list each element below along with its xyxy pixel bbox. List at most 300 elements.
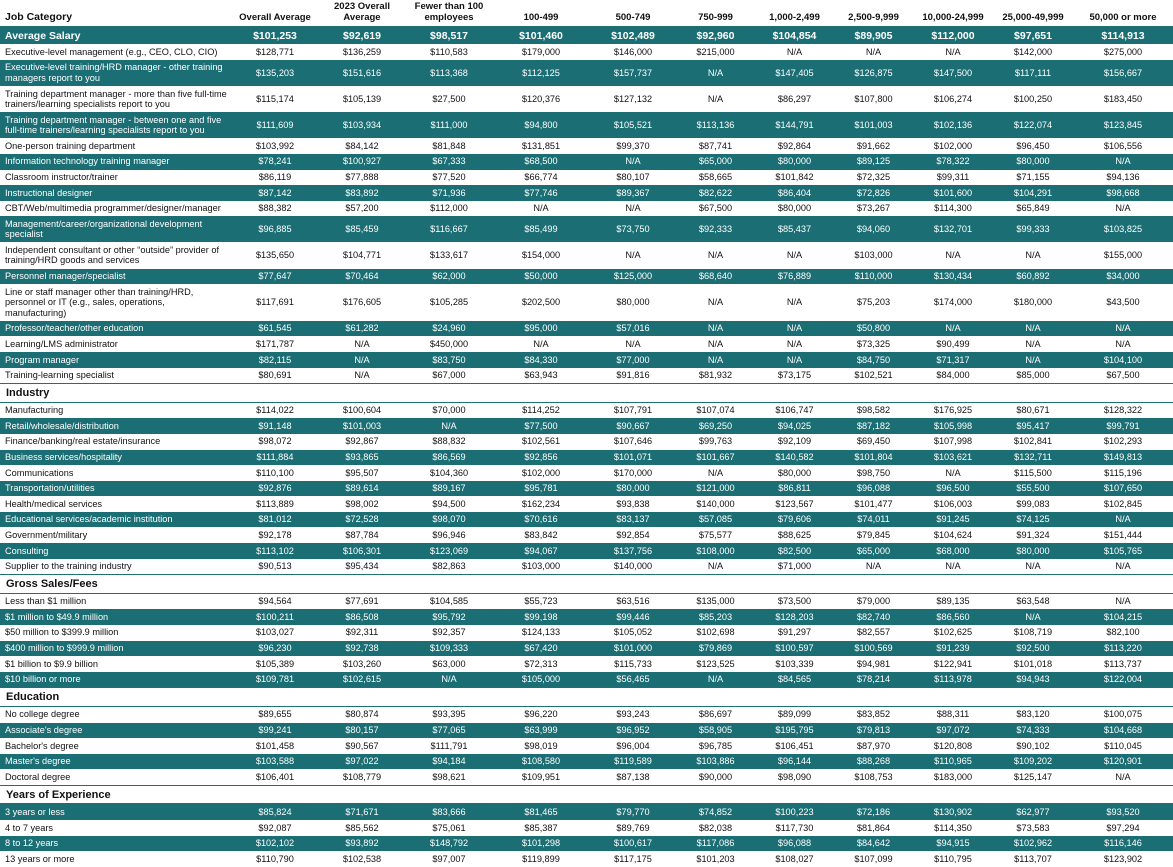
cell-value: $93,838 [590, 496, 676, 512]
cell-value: $72,186 [834, 804, 913, 820]
cell-value: $55,723 [492, 593, 590, 609]
cell-value: N/A [993, 242, 1073, 268]
cell-value: $98,090 [755, 769, 834, 785]
cell-value: $87,182 [834, 418, 913, 434]
cell-value: $102,489 [590, 27, 676, 45]
table-row [0, 672, 1173, 688]
cell-value: $89,099 [755, 706, 834, 722]
cell-value: $50,800 [834, 321, 913, 337]
cell-value: $147,405 [755, 60, 834, 86]
cell-value: $89,614 [318, 481, 406, 497]
section-header-row [0, 575, 1173, 594]
row-label: 8 to 12 years [0, 836, 232, 852]
cell-value: N/A [755, 352, 834, 368]
cell-value: $102,000 [913, 138, 993, 154]
row-label: Business services/hospitality [0, 450, 232, 466]
cell-value: $92,738 [318, 641, 406, 657]
cell-value: $99,763 [676, 434, 755, 450]
cell-value: $99,083 [993, 496, 1073, 512]
cell-value: $122,004 [1073, 672, 1173, 688]
cell-value: $94,025 [755, 418, 834, 434]
cell-value: $82,622 [676, 185, 755, 201]
cell-value: $114,300 [913, 201, 993, 217]
cell-value: $63,516 [590, 593, 676, 609]
cell-value: $79,845 [834, 527, 913, 543]
table-row [0, 434, 1173, 450]
cell-value: $94,564 [232, 593, 318, 609]
cell-value: $98,019 [492, 738, 590, 754]
cell-value: $125,000 [590, 269, 676, 285]
cell-value: $88,625 [755, 527, 834, 543]
cell-value: $105,052 [590, 625, 676, 641]
cell-value: $104,100 [1073, 352, 1173, 368]
cell-value: N/A [676, 86, 755, 112]
cell-value: $132,711 [993, 450, 1073, 466]
cell-value: N/A [676, 242, 755, 268]
cell-value: $102,521 [834, 368, 913, 384]
cell-value: $149,813 [1073, 450, 1173, 466]
cell-value: $96,004 [590, 738, 676, 754]
cell-value: $80,000 [755, 465, 834, 481]
cell-value: $108,027 [755, 851, 834, 867]
cell-value: $174,000 [913, 284, 993, 321]
cell-value: $94,981 [834, 656, 913, 672]
cell-value: N/A [676, 465, 755, 481]
row-label: Doctoral degree [0, 769, 232, 785]
column-header-1: Overall Average [232, 0, 318, 27]
cell-value: $77,065 [406, 723, 492, 739]
cell-value: $102,000 [492, 465, 590, 481]
cell-value: $108,753 [834, 769, 913, 785]
cell-value: $120,376 [492, 86, 590, 112]
cell-value: $102,615 [318, 672, 406, 688]
cell-value: $108,719 [993, 625, 1073, 641]
cell-value: $72,528 [318, 512, 406, 528]
table-row [0, 185, 1173, 201]
cell-value: $68,500 [492, 154, 590, 170]
cell-value: $63,999 [492, 723, 590, 739]
cell-value: N/A [676, 672, 755, 688]
cell-value: $84,000 [913, 368, 993, 384]
cell-value: $92,864 [755, 138, 834, 154]
cell-value: $215,000 [676, 44, 755, 60]
cell-value: $105,765 [1073, 543, 1173, 559]
cell-value: $67,500 [1073, 368, 1173, 384]
cell-value: $71,155 [993, 170, 1073, 186]
cell-value: $86,811 [755, 481, 834, 497]
cell-value: $62,000 [406, 269, 492, 285]
cell-value: $73,325 [834, 336, 913, 352]
cell-value: N/A [993, 559, 1073, 575]
cell-value: $88,311 [913, 706, 993, 722]
cell-value: $103,934 [318, 112, 406, 138]
cell-value: $92,109 [755, 434, 834, 450]
cell-value: $102,845 [1073, 496, 1173, 512]
row-label: Professor/teacher/other education [0, 321, 232, 337]
cell-value: $100,569 [834, 641, 913, 657]
cell-value: $77,000 [590, 352, 676, 368]
cell-value: N/A [913, 321, 993, 337]
cell-value: $102,698 [676, 625, 755, 641]
cell-value: $101,071 [590, 450, 676, 466]
cell-value: $72,826 [834, 185, 913, 201]
cell-value: N/A [755, 284, 834, 321]
cell-value: $60,892 [993, 269, 1073, 285]
cell-value: $115,174 [232, 86, 318, 112]
cell-value: $80,874 [318, 706, 406, 722]
cell-value: $80,000 [993, 154, 1073, 170]
cell-value: $101,253 [232, 27, 318, 45]
table-row [0, 368, 1173, 384]
cell-value: $107,099 [834, 851, 913, 867]
section-header-row [0, 785, 1173, 804]
cell-value: $103,886 [676, 754, 755, 770]
row-label: Bachelor's degree [0, 738, 232, 754]
cell-value: N/A [676, 284, 755, 321]
column-header-2: 2023 Overall Average [318, 0, 406, 27]
cell-value: $102,293 [1073, 434, 1173, 450]
cell-value: N/A [676, 336, 755, 352]
table-row [0, 112, 1173, 138]
cell-value: $83,120 [993, 706, 1073, 722]
cell-value: $113,978 [913, 672, 993, 688]
cell-value: $81,012 [232, 512, 318, 528]
cell-value: $93,865 [318, 450, 406, 466]
cell-value: $74,852 [676, 804, 755, 820]
cell-value: $82,115 [232, 352, 318, 368]
cell-value: N/A [492, 336, 590, 352]
cell-value: $94,136 [1073, 170, 1173, 186]
table-row [0, 170, 1173, 186]
row-label: 13 years or more [0, 851, 232, 867]
cell-value: $176,925 [913, 402, 993, 418]
cell-value: $125,147 [993, 769, 1073, 785]
row-label: $50 million to $399.9 million [0, 625, 232, 641]
cell-value: $106,747 [755, 402, 834, 418]
cell-value: $24,960 [406, 321, 492, 337]
section-header-row [0, 688, 1173, 707]
row-label: Communications [0, 465, 232, 481]
cell-value: $107,791 [590, 402, 676, 418]
row-label: Information technology training manager [0, 154, 232, 170]
cell-value: $96,946 [406, 527, 492, 543]
cell-value: $92,960 [676, 27, 755, 45]
cell-value: $111,884 [232, 450, 318, 466]
table-row [0, 543, 1173, 559]
cell-value: $151,616 [318, 60, 406, 86]
cell-value: $104,360 [406, 465, 492, 481]
cell-value: $275,000 [1073, 44, 1173, 60]
cell-value: $91,297 [755, 625, 834, 641]
cell-value: $151,444 [1073, 527, 1173, 543]
cell-value: $94,943 [993, 672, 1073, 688]
row-label: Retail/wholesale/distribution [0, 418, 232, 434]
cell-value: $106,451 [755, 738, 834, 754]
cell-value: $202,500 [492, 284, 590, 321]
cell-value: $103,339 [755, 656, 834, 672]
cell-value: $104,215 [1073, 609, 1173, 625]
cell-value: $105,521 [590, 112, 676, 138]
cell-value: $195,795 [755, 723, 834, 739]
cell-value: $101,804 [834, 450, 913, 466]
row-label: Associate's degree [0, 723, 232, 739]
cell-value: $117,175 [590, 851, 676, 867]
cell-value: $90,567 [318, 738, 406, 754]
column-header-0: Job Category [0, 0, 232, 27]
cell-value: $107,650 [1073, 481, 1173, 497]
row-label: Educational services/academic institution [0, 512, 232, 528]
cell-value: $121,000 [676, 481, 755, 497]
cell-value: $86,297 [755, 86, 834, 112]
row-label: Classroom instructor/trainer [0, 170, 232, 186]
cell-value: $67,420 [492, 641, 590, 657]
cell-value: $68,640 [676, 269, 755, 285]
cell-value: N/A [318, 368, 406, 384]
cell-value: N/A [590, 154, 676, 170]
cell-value: $109,333 [406, 641, 492, 657]
cell-value: $140,582 [755, 450, 834, 466]
cell-value: $74,011 [834, 512, 913, 528]
cell-value: $96,450 [993, 138, 1073, 154]
cell-value: $85,437 [755, 216, 834, 242]
cell-value: $77,746 [492, 185, 590, 201]
cell-value: $128,771 [232, 44, 318, 60]
cell-value: N/A [834, 44, 913, 60]
row-label: No college degree [0, 706, 232, 722]
cell-value: $80,000 [590, 481, 676, 497]
row-label: Independent consultant or other “outside” provider of training/HRD goods and services [0, 242, 232, 268]
column-header-9: 10,000-24,999 [913, 0, 993, 27]
cell-value: $63,943 [492, 368, 590, 384]
cell-value: $183,000 [913, 769, 993, 785]
cell-value: N/A [755, 242, 834, 268]
cell-value: $102,841 [993, 434, 1073, 450]
cell-value: $70,616 [492, 512, 590, 528]
cell-value: $80,000 [993, 543, 1073, 559]
cell-value: $96,785 [676, 738, 755, 754]
cell-value: $99,333 [993, 216, 1073, 242]
cell-value: $85,562 [318, 820, 406, 836]
cell-value: $80,000 [755, 154, 834, 170]
cell-value: $90,667 [590, 418, 676, 434]
table-row [0, 754, 1173, 770]
cell-value: $130,902 [913, 804, 993, 820]
cell-value: $67,500 [676, 201, 755, 217]
cell-value: $94,184 [406, 754, 492, 770]
table-row [0, 836, 1173, 852]
table-row [0, 154, 1173, 170]
cell-value: N/A [755, 336, 834, 352]
cell-value: $98,517 [406, 27, 492, 45]
cell-value: $87,741 [676, 138, 755, 154]
cell-value: $87,138 [590, 769, 676, 785]
cell-value: $99,241 [232, 723, 318, 739]
cell-value: $55,500 [993, 481, 1073, 497]
cell-value: N/A [993, 352, 1073, 368]
cell-value: $114,913 [1073, 27, 1173, 45]
table-row [0, 609, 1173, 625]
table-row [0, 27, 1173, 45]
cell-value: N/A [492, 201, 590, 217]
cell-value: $110,795 [913, 851, 993, 867]
table-row [0, 450, 1173, 466]
cell-value: $70,464 [318, 269, 406, 285]
section-header-row [0, 384, 1173, 403]
column-header-10: 25,000-49,999 [993, 0, 1073, 27]
cell-value: $450,000 [406, 336, 492, 352]
cell-value: $79,000 [834, 593, 913, 609]
cell-value: $94,060 [834, 216, 913, 242]
cell-value: $101,003 [834, 112, 913, 138]
cell-value: $95,781 [492, 481, 590, 497]
row-label: Less than $1 million [0, 593, 232, 609]
cell-value: $65,000 [676, 154, 755, 170]
cell-value: $122,941 [913, 656, 993, 672]
cell-value: $94,915 [913, 836, 993, 852]
cell-value: $77,520 [406, 170, 492, 186]
cell-value: $110,000 [834, 269, 913, 285]
header-row [0, 0, 1173, 27]
row-label: Executive-level management (e.g., CEO, CLO, CIO) [0, 44, 232, 60]
cell-value: $142,000 [993, 44, 1073, 60]
row-label: Instructional designer [0, 185, 232, 201]
table-row [0, 738, 1173, 754]
cell-value: $104,585 [406, 593, 492, 609]
cell-value: $113,220 [1073, 641, 1173, 657]
cell-value: $171,787 [232, 336, 318, 352]
cell-value: $110,045 [1073, 738, 1173, 754]
cell-value: $103,825 [1073, 216, 1173, 242]
cell-value: $97,072 [913, 723, 993, 739]
table-row [0, 641, 1173, 657]
cell-value: $108,000 [676, 543, 755, 559]
cell-value: N/A [318, 352, 406, 368]
cell-value: $75,577 [676, 527, 755, 543]
cell-value: $113,368 [406, 60, 492, 86]
cell-value: N/A [913, 44, 993, 60]
cell-value: $92,500 [993, 641, 1073, 657]
cell-value: $122,074 [993, 112, 1073, 138]
cell-value: $102,102 [232, 836, 318, 852]
cell-value: $117,691 [232, 284, 318, 321]
cell-value: $85,499 [492, 216, 590, 242]
cell-value: $123,567 [755, 496, 834, 512]
cell-value: $99,311 [913, 170, 993, 186]
cell-value: $179,000 [492, 44, 590, 60]
cell-value: $79,813 [834, 723, 913, 739]
table-row [0, 418, 1173, 434]
cell-value: N/A [755, 321, 834, 337]
cell-value: $93,892 [318, 836, 406, 852]
cell-value: $109,781 [232, 672, 318, 688]
cell-value: $99,446 [590, 609, 676, 625]
cell-value: $103,000 [834, 242, 913, 268]
cell-value: $58,665 [676, 170, 755, 186]
cell-value: $80,000 [590, 284, 676, 321]
cell-value: $155,000 [1073, 242, 1173, 268]
cell-value: $108,779 [318, 769, 406, 785]
table-row [0, 820, 1173, 836]
cell-value: $102,538 [318, 851, 406, 867]
cell-value: $92,619 [318, 27, 406, 45]
cell-value: $98,750 [834, 465, 913, 481]
cell-value: $98,621 [406, 769, 492, 785]
row-label: CBT/Web/multimedia programmer/designer/manager [0, 201, 232, 217]
cell-value: $103,027 [232, 625, 318, 641]
cell-value: N/A [318, 336, 406, 352]
cell-value: $89,167 [406, 481, 492, 497]
cell-value: N/A [590, 336, 676, 352]
cell-value: $105,389 [232, 656, 318, 672]
cell-value: $91,239 [913, 641, 993, 657]
cell-value: $100,597 [755, 641, 834, 657]
cell-value: $71,671 [318, 804, 406, 820]
table-body [0, 27, 1173, 867]
cell-value: $104,624 [913, 527, 993, 543]
cell-value: $96,500 [913, 481, 993, 497]
cell-value: $82,100 [1073, 625, 1173, 641]
cell-value: $89,655 [232, 706, 318, 722]
table-row [0, 201, 1173, 217]
cell-value: $110,965 [913, 754, 993, 770]
cell-value: $105,285 [406, 284, 492, 321]
cell-value: $78,214 [834, 672, 913, 688]
cell-value: $74,333 [993, 723, 1073, 739]
cell-value: $106,401 [232, 769, 318, 785]
cell-value: $101,460 [492, 27, 590, 45]
cell-value: $115,500 [993, 465, 1073, 481]
cell-value: N/A [834, 559, 913, 575]
cell-value: $99,791 [1073, 418, 1173, 434]
cell-value: $112,125 [492, 60, 590, 86]
cell-value: $112,000 [913, 27, 993, 45]
cell-value: $67,333 [406, 154, 492, 170]
cell-value: $180,000 [993, 284, 1073, 321]
cell-value: N/A [676, 60, 755, 86]
cell-value: $72,325 [834, 170, 913, 186]
cell-value: $156,667 [1073, 60, 1173, 86]
cell-value: $80,107 [590, 170, 676, 186]
cell-value: $34,000 [1073, 269, 1173, 285]
cell-value: $85,387 [492, 820, 590, 836]
row-label: $400 million to $999.9 million [0, 641, 232, 657]
cell-value: $102,561 [492, 434, 590, 450]
row-label: Training department manager - more than five full-time trainers/learning specialists report to you [0, 86, 232, 112]
cell-value: $57,200 [318, 201, 406, 217]
cell-value: $128,322 [1073, 402, 1173, 418]
cell-value: $80,671 [993, 402, 1073, 418]
cell-value: $98,582 [834, 402, 913, 418]
cell-value: $95,417 [993, 418, 1073, 434]
cell-value: $170,000 [590, 465, 676, 481]
cell-value: $120,808 [913, 738, 993, 754]
cell-value: $81,932 [676, 368, 755, 384]
cell-value: $176,605 [318, 284, 406, 321]
cell-value: $50,000 [492, 269, 590, 285]
table-row [0, 336, 1173, 352]
column-header-6: 750-999 [676, 0, 755, 27]
cell-value: N/A [590, 201, 676, 217]
cell-value: $70,000 [406, 402, 492, 418]
column-header-7: 1,000-2,499 [755, 0, 834, 27]
table-row [0, 527, 1173, 543]
table-row [0, 44, 1173, 60]
cell-value: $92,178 [232, 527, 318, 543]
cell-value: $97,651 [993, 27, 1073, 45]
cell-value: $162,234 [492, 496, 590, 512]
cell-value: N/A [406, 672, 492, 688]
row-label: Training department manager - between one and five full-time trainers/learning specialists report to you [0, 112, 232, 138]
